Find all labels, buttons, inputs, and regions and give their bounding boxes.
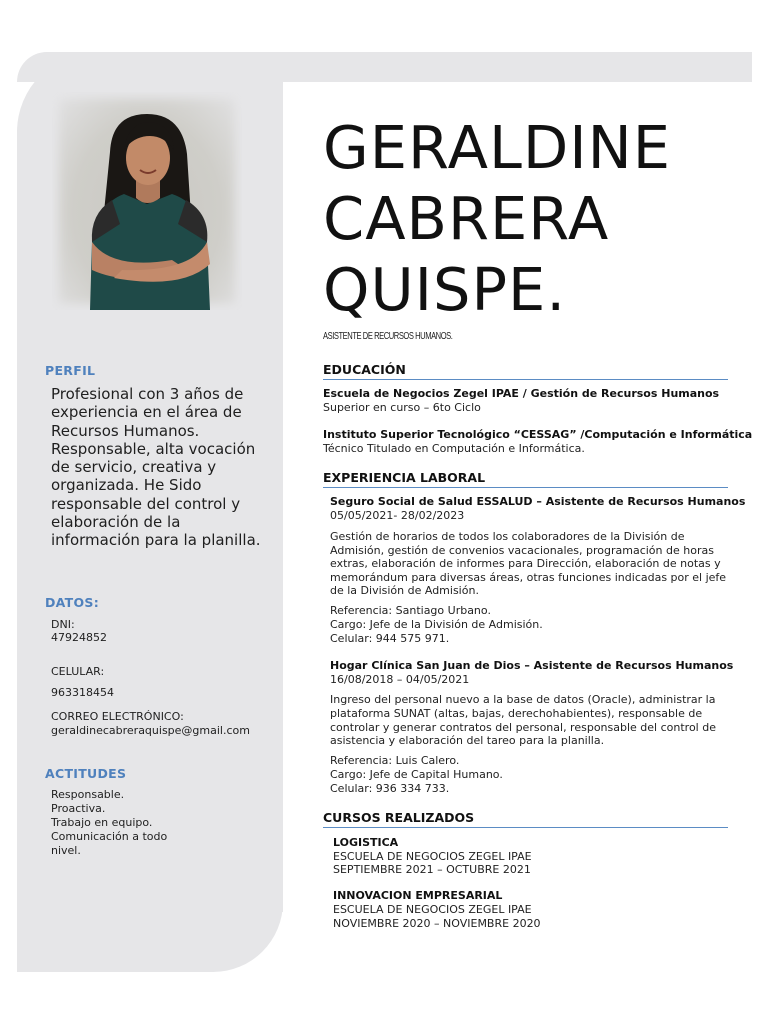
experiencia-heading: Seguro Social de Salud ESSALUD – Asistente de Recursos Humanos — [330, 495, 746, 508]
educacion-heading: Escuela de Negocios Zegel IPAE / Gestión de Recursos Humanos — [323, 387, 720, 400]
name-line-1: GERALDINE — [323, 113, 672, 182]
curso-name: LOGISTICA — [333, 836, 399, 849]
experiencia-ref-line: Referencia: Luis Calero. — [330, 754, 460, 767]
experiencia-desc-line: extras, elaboración de informes para Dirección, elaboración de notas y — [330, 557, 721, 570]
curso-school: ESCUELA DE NEGOCIOS ZEGEL IPAE — [333, 903, 532, 916]
experiencia-dates: 05/05/2021- 28/02/2023 — [330, 509, 465, 522]
curso-name: INNOVACION EMPRESARIAL — [333, 889, 503, 902]
educacion-detail: Superior en curso – 6to Ciclo — [323, 401, 481, 414]
perfil-title: PERFIL — [45, 363, 96, 378]
actitudes-item: Proactiva. — [51, 802, 106, 815]
perfil-text: Profesional con 3 años de experiencia en el área de Recursos Humanos. Responsable, alta vocación de servicio, creativa y organizada. He Sido responsable del control y elaboración de la información para la planilla. — [51, 385, 261, 550]
experiencia-heading: Hogar Clínica San Juan de Dios – Asistente de Recursos Humanos — [330, 659, 734, 672]
curso-dates: SEPTIEMBRE 2021 – OCTUBRE 2021 — [333, 863, 531, 876]
experiencia-desc-line: de la División de Admisión. — [330, 584, 479, 597]
celular-label: CELULAR: — [51, 665, 105, 678]
experiencia-desc-line: plataforma SUNAT (altas, bajas, derechohabientes), responsable de — [330, 707, 703, 720]
actitudes-item: Comunicación a todo — [51, 830, 168, 843]
experiencia-ref-line: Cargo: Jefe de Capital Humano. — [330, 768, 503, 781]
curso-dates: NOVIEMBRE 2020 – NOVIEMBRE 2020 — [333, 917, 541, 930]
cursos-title: CURSOS REALIZADOS — [323, 810, 728, 828]
experiencia-ref-line: Cargo: Jefe de la División de Admisión. — [330, 618, 543, 631]
actitudes-item: Trabajo en equipo. — [51, 816, 153, 829]
educacion-detail: Técnico Titulado en Computación e Informática. — [323, 442, 585, 455]
experiencia-desc-line: Ingreso del personal nuevo a la base de datos (Oracle), administrar la — [330, 693, 716, 706]
dni-value: 47924852 — [51, 631, 107, 644]
experiencia-desc-line: Admisión, gestión de convenios vacacionales, programación de horas — [330, 544, 714, 557]
curso-school: ESCUELA DE NEGOCIOS ZEGEL IPAE — [333, 850, 532, 863]
correo-value[interactable]: geraldinecabreraquispe@gmail.com — [51, 724, 250, 737]
experiencia-ref-line: Celular: 936 334 733. — [330, 782, 450, 795]
profile-photo — [52, 92, 242, 310]
actitudes-title: ACTITUDES — [45, 766, 127, 781]
experiencia-title: EXPERIENCIA LABORAL — [323, 470, 728, 488]
background-left-bottom — [17, 880, 283, 972]
dni-label: DNI: — [51, 618, 75, 631]
experiencia-ref-line: Referencia: Santiago Urbano. — [330, 604, 491, 617]
name-line-3: QUISPE. — [323, 255, 567, 324]
experiencia-dates: 16/08/2018 – 04/05/2021 — [330, 673, 470, 686]
role-subtitle: ASISTENTE DE RECURSOS HUMANOS. — [323, 330, 453, 342]
experiencia-desc-line: memorándum para diversas áreas, otras funciones indicadas por el jefe — [330, 571, 727, 584]
experiencia-desc-line: controlar y generar contratos del personal, responsable del control de — [330, 721, 716, 734]
celular-value: 963318454 — [51, 686, 114, 699]
experiencia-desc-line: asistencia y elaboración del tareo para la planilla. — [330, 734, 605, 747]
datos-title: DATOS: — [45, 595, 100, 610]
experiencia-desc-line: Gestión de horarios de todos los colaboradores de la División de — [330, 530, 685, 543]
actitudes-item: nivel. — [51, 844, 81, 857]
experiencia-ref-line: Celular: 944 575 971. — [330, 632, 450, 645]
correo-label: CORREO ELECTRÓNICO: — [51, 710, 184, 723]
educacion-title: EDUCACIÓN — [323, 362, 728, 380]
educacion-heading: Instituto Superior Tecnológico “CESSAG” /Computación e Informática — [323, 428, 753, 441]
actitudes-item: Responsable. — [51, 788, 125, 801]
name-line-2: CABRERA — [323, 184, 610, 253]
